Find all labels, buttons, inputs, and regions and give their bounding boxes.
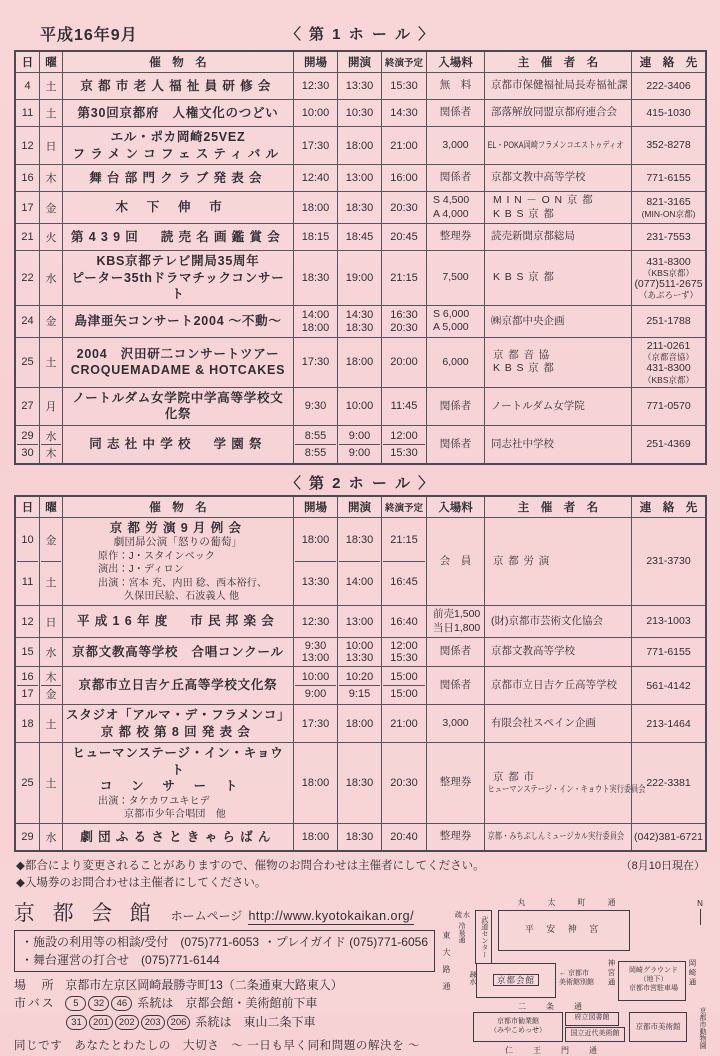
cell-dow: 金 土	[39, 518, 62, 605]
map-prefectural-library: 府立図書館	[565, 1012, 619, 1026]
cell-fee: 3,000	[426, 705, 484, 742]
table-row	[16, 387, 705, 425]
column-header: 曜	[39, 52, 62, 72]
cell-time: 12:30	[293, 606, 337, 637]
cell-contact: (042)381-6721	[631, 824, 705, 850]
bus-route-badge: 5	[65, 996, 86, 1011]
cell-contact: 213-1464	[631, 705, 705, 742]
table-row	[16, 191, 705, 223]
cell-organizer: 読売新聞京都総局	[484, 224, 631, 250]
column-header: 日	[21, 57, 34, 69]
map-label-sosui-left: 疎水	[469, 970, 476, 985]
column-header: 終演予定	[381, 52, 426, 72]
cell-event: 島津亜矢コンサート2004 ～不動～	[62, 306, 293, 337]
cell-organizer: MIN－ON京都 KBS京都	[484, 192, 631, 223]
cell-time: 14:00 18:00	[293, 306, 337, 337]
phone-playguide: ・プレイガイド (075)771-6056	[263, 934, 428, 949]
cell-dow: 土	[39, 338, 62, 387]
cell-contact: 222-3381	[631, 743, 705, 823]
cell-time: 12:30	[293, 73, 337, 99]
column-header: 開演	[337, 497, 381, 517]
cell-organizer: 部落解放同盟京都府連合会	[484, 100, 631, 126]
cell-time: 20:45	[381, 224, 426, 250]
bus-route-text-1: 系統は 京都会館・美術館前下車	[137, 996, 318, 1011]
cell-dow: 水 木	[39, 426, 62, 463]
cell-dow: 水	[39, 824, 62, 850]
cell-organizer: ノートルダム女学院	[484, 388, 631, 425]
cell-organizer: 京都市立日吉ケ丘高等学校	[484, 667, 631, 704]
cell-day: 18	[21, 717, 34, 730]
cell-fee: 整理券	[426, 824, 484, 850]
cell-dow: 水	[39, 638, 62, 666]
cell-dow: 木	[39, 165, 62, 191]
as-of-date: （8月10日現在）	[620, 860, 705, 873]
cell-time: 16:40	[381, 606, 426, 637]
hall1-titlebar	[14, 22, 707, 47]
cell-day: 29	[21, 831, 34, 844]
phone-reception: ・施設の利用等の相談/受付 (075)771-6053	[21, 934, 260, 949]
column-header: 曜	[39, 497, 62, 517]
cell-fee: S 6,000 A 5,000	[426, 306, 484, 337]
street-nijo: 二 条 通	[518, 1001, 588, 1011]
cell-event: 京都市老人福祉員研修会	[62, 73, 293, 99]
cell-contact: 231-3730	[631, 518, 705, 605]
column-header: 終演予定	[381, 497, 426, 517]
cell-organizer: 京都市 ヒューマンステージ・イン・キョウト実行委員会	[484, 743, 631, 823]
cell-time: 10:00 13:30	[337, 638, 381, 666]
cell-event: 第439回 読売名画鑑賞会	[62, 224, 293, 250]
cell-day: 11	[21, 107, 34, 119]
cell-event: 2004 沢田研二コンサートツアー CROQUEMADAME & HOTCAKES	[62, 338, 293, 387]
cell-contact: 251-1788	[631, 306, 705, 337]
cell-time: 16:30 20:30	[381, 306, 426, 337]
cell-time: 15:00 15:00	[381, 667, 426, 704]
column-header: 催 物 名	[62, 497, 293, 517]
map-modern-art-museum: 国立近代美術館	[565, 1027, 625, 1042]
cell-contact: 561-4142	[631, 667, 705, 704]
cell-time: 20:30	[381, 743, 426, 823]
hall2-title: 〈 第 2 ホ ー ル 〉	[285, 474, 436, 492]
table-header-row	[16, 52, 705, 72]
cell-organizer: KBS京都	[484, 251, 631, 305]
cell-time: 21:15 16:45	[381, 518, 426, 605]
cell-day: 15	[21, 646, 34, 659]
bus-route-badge: 32	[88, 996, 109, 1011]
cell-organizer: 京都市保健福祉局長寿福祉課	[484, 73, 631, 99]
cell-event: 劇団ふるさときゃらばん	[62, 824, 293, 850]
cell-time: 11:45	[381, 388, 426, 425]
cell-contact: 231-7553	[631, 224, 705, 250]
column-header: 日	[21, 501, 34, 514]
hall2-titlebar	[14, 472, 707, 493]
map-heian-shrine: 平 安 神 宮	[498, 910, 630, 951]
cell-fee: 関係者	[426, 667, 484, 704]
cell-time: 12:00 15:30	[381, 638, 426, 666]
cell-event: ノートルダム女学院中学高等学校文化祭	[62, 388, 293, 425]
bus-route-badge: 202	[115, 1015, 139, 1030]
table-row	[16, 605, 705, 637]
cell-fee: 前売1,500 当日1,800	[426, 606, 484, 637]
cell-time: 12:00 15:30	[381, 426, 426, 463]
table-row	[16, 637, 705, 666]
hall1-title: 〈 第 1 ホ ー ル 〉	[285, 26, 436, 43]
cell-organizer: 京都労演	[484, 518, 631, 605]
table-row	[16, 72, 705, 99]
cell-day: 12	[21, 139, 34, 152]
bus-route-badge: 46	[111, 996, 132, 1011]
cell-dow: 日	[39, 127, 62, 164]
cell-time: 15:30	[381, 73, 426, 99]
cell-time: 20:00	[381, 338, 426, 387]
cell-time: 10:20 9:15	[337, 667, 381, 704]
cell-time: 19:00	[337, 251, 381, 305]
cell-day: 25	[21, 777, 34, 790]
bus-route-badge: 206	[167, 1015, 191, 1030]
venue-details	[14, 897, 441, 1055]
cell-fee: S 4,500 A 4,000	[426, 192, 484, 223]
column-header: 入場料	[426, 497, 484, 517]
column-header: 入場料	[426, 52, 484, 72]
cell-time: 18:30 14:00	[337, 518, 381, 605]
cell-time: 18:00	[293, 192, 337, 223]
table-row	[16, 126, 705, 164]
cell-time: 12:40	[293, 165, 337, 191]
table-row	[16, 517, 705, 605]
cell-event: 京都市立日吉ケ丘高等学校文化祭	[62, 667, 293, 704]
cell-fee: 7,500	[426, 251, 484, 305]
cell-time: 17:30	[293, 705, 337, 742]
cell-time: 18:30	[337, 824, 381, 850]
cell-time: 14:30 18:30	[337, 306, 381, 337]
table-row	[16, 666, 705, 704]
table-row	[16, 305, 705, 337]
cell-time: 18:00	[337, 338, 381, 387]
cell-contact: 771-6155	[631, 165, 705, 191]
table-row	[16, 223, 705, 250]
bus-route-badges-2	[66, 1015, 190, 1030]
cell-dow: 水	[39, 251, 62, 305]
cell-event: 京都労演9月例会 劇団昴公演「怒りの葡萄」 原作：J・スタインベック 演出：J・ディロン 出演：宮本 充、内田 稔、西本裕行、 久保田民絵、石波義人 他	[62, 518, 293, 605]
table-row	[16, 823, 705, 850]
table-row	[16, 425, 705, 463]
cell-time: 18:45	[337, 224, 381, 250]
cell-time: 18:00	[293, 743, 337, 823]
cell-time: 20:40	[381, 824, 426, 850]
cell-time: 10:30	[337, 100, 381, 126]
cell-day: 29 30	[16, 426, 39, 463]
cell-time: 18:00 13:30	[293, 518, 337, 605]
cell-fee: 無 料	[426, 73, 484, 99]
street-marutamachi: 丸 太 町 通	[517, 897, 623, 907]
cell-dow: 土	[39, 743, 62, 823]
cell-dow: 金	[39, 306, 62, 337]
table-header-row	[16, 497, 705, 517]
cell-dow: 土	[39, 73, 62, 99]
cell-time: 20:30	[381, 192, 426, 223]
cell-day: 4	[24, 80, 31, 92]
bus-route-badges-1	[65, 996, 132, 1011]
map-kyoto-kaikan: 京都会館	[476, 963, 556, 998]
cell-time: 10:00 9:00	[293, 667, 337, 704]
cell-day: 12	[21, 615, 34, 628]
cell-fee: 6,000	[426, 338, 484, 387]
cell-day: 16	[21, 172, 34, 184]
cell-dow: 日	[39, 606, 62, 637]
area-map	[441, 897, 707, 1055]
cell-time: 18:30	[337, 192, 381, 223]
cell-fee: 整理券	[426, 743, 484, 823]
cell-time: 21:00	[381, 127, 426, 164]
column-header: 主 催 者 名	[484, 497, 631, 517]
cell-day: 10 11	[16, 518, 39, 605]
cell-fee: 関係者	[426, 388, 484, 425]
homepage-url: http://www.kyotokaikan.org/	[248, 908, 415, 923]
cell-time: 13:00	[337, 606, 381, 637]
left-arrow-icon: ←	[559, 969, 566, 977]
cell-event: 第30回京都府 人権文化のつどい	[62, 100, 293, 126]
column-header: 開場	[293, 497, 337, 517]
cell-day: 27	[21, 400, 34, 413]
cell-contact: 821-3165 (MIN-ON京都)	[631, 192, 705, 223]
cell-time: 18:30	[293, 251, 337, 305]
cell-event: 木下伸市	[62, 192, 293, 223]
cell-time: 16:00	[381, 165, 426, 191]
hall2-schedule-table	[14, 495, 707, 852]
street-higashioji: 東大路通	[442, 930, 451, 999]
cell-event: エル・ポカ岡崎25VEZ フラメンコフェスティバル	[62, 127, 293, 164]
cell-time: 18:00	[293, 824, 337, 850]
map-label-sosui-top: 疏水	[455, 911, 471, 919]
north-compass-icon: N	[695, 899, 705, 925]
cell-organizer: (財)京都市芸術文化協会	[484, 606, 631, 637]
cell-time: 13:00	[337, 165, 381, 191]
cell-organizer: EL・POKA岡崎フラメンコエストゥディオ	[484, 127, 631, 164]
cell-day: 22	[21, 272, 34, 285]
cell-event: ヒューマンステージ・イン・キョウト コンサート 出演：タケカワユキヒデ 京都市少年合唱団 他	[62, 743, 293, 823]
table-row	[16, 250, 705, 305]
cell-time: 14:30	[381, 100, 426, 126]
map-budo-center: 武道センター	[475, 910, 492, 964]
cell-fee: 関係者	[426, 426, 484, 463]
cell-fee: 整理券	[426, 224, 484, 250]
cell-fee: 関係者	[426, 165, 484, 191]
bus-label: 市バス	[14, 996, 56, 1011]
map-city-art-museum: 京都市美術館	[629, 1012, 687, 1042]
cell-day: 25	[21, 356, 34, 369]
cell-contact: 415-1030	[631, 100, 705, 126]
cell-time: 21:00	[381, 705, 426, 742]
hall1-schedule-table	[14, 50, 707, 465]
cell-fee: 3,000	[426, 127, 484, 164]
column-header: 主 催 者 名	[484, 52, 631, 72]
map-kangyokan: 京都市勧業館 （みやこめっせ）	[473, 1012, 563, 1042]
street-okazaki: 岡崎通	[688, 958, 697, 988]
cell-time: 8:55 8:55	[293, 426, 337, 463]
column-header: 催 物 名	[62, 52, 293, 72]
column-header: 開演	[337, 52, 381, 72]
cell-time: 18:15	[293, 224, 337, 250]
map-museum-annex: ← 京都市 美術館別館	[559, 969, 594, 986]
cell-dow: 火	[39, 224, 62, 250]
location-address: 京都市左京区岡崎最勝寺町13（二条通東大路東入）	[65, 977, 343, 992]
street-niomon: 仁 王 門 通	[505, 1045, 603, 1055]
cell-organizer: 京都・みちぶしんミュージカル実行委員会	[484, 824, 631, 850]
cell-time: 21:15	[381, 251, 426, 305]
column-header: 連 絡 先	[631, 52, 705, 72]
cell-contact: 771-6155	[631, 638, 705, 666]
cell-time: 18:00	[337, 127, 381, 164]
cell-time: 18:00	[337, 705, 381, 742]
bus-route-badge: 201	[89, 1015, 113, 1030]
table-row	[16, 164, 705, 191]
street-jingu: 神宮通	[607, 958, 616, 988]
cell-time: 17:30	[293, 127, 337, 164]
cell-event: 京都文教高等学校 合唱コンクール	[62, 638, 293, 666]
cell-contact: 222-3406	[631, 73, 705, 99]
cell-event: 平成16年度 市民邦楽会	[62, 606, 293, 637]
cell-time: 10:00	[293, 100, 337, 126]
street-reisen: 冷泉通	[458, 921, 465, 943]
period-label: 平成16年9月	[40, 27, 138, 44]
table-row	[16, 99, 705, 126]
cell-event: KBS京都テレビ開局35周年 ピーター35thドラマチックコンサート	[62, 251, 293, 305]
note-change-disclaimer: ◆都合により変更されることがありますので、催物のお問合わせは主催者にしてください。	[16, 860, 485, 873]
cell-dow: 金	[39, 192, 62, 223]
note-ticket-inquiry: ◆入場券のお問合わせは主催者にしてください。	[16, 877, 267, 890]
cell-time: 13:30	[337, 73, 381, 99]
cell-time: 17:30	[293, 338, 337, 387]
phone-stage-meeting: ・舞台運営の打合せ (075)771-6144	[21, 952, 220, 967]
map-okazaki-ground: 岡崎グラウンド （地下） 京都市営駐車場	[618, 961, 686, 1001]
cell-event: 舞台部門クラブ発表会	[62, 165, 293, 191]
bus-route-badge: 203	[141, 1015, 165, 1030]
cell-contact: 213-1003	[631, 606, 705, 637]
bus-route-text-2: 系統は 東山二条下車	[195, 1014, 316, 1029]
homepage-label: ホームページ	[170, 908, 243, 923]
cell-contact: 771-0570	[631, 388, 705, 425]
location-label: 場 所	[14, 977, 56, 992]
table-row	[16, 704, 705, 742]
phone-box	[14, 930, 435, 972]
footnotes	[16, 858, 705, 893]
cell-dow: 土	[39, 100, 62, 126]
cell-time: 9:30	[293, 388, 337, 425]
cell-organizer: ㈱京都中央企画	[484, 306, 631, 337]
cell-fee: 関係者	[426, 638, 484, 666]
cell-dow: 月	[39, 388, 62, 425]
cell-event: 同志社中学校 学園祭	[62, 426, 293, 463]
cell-time: 10:00	[337, 388, 381, 425]
column-header: 連 絡 先	[631, 497, 705, 517]
cell-day: 16 17	[16, 667, 39, 704]
cell-organizer: 同志社中学校	[484, 426, 631, 463]
cell-event: スタジオ「アルマ・デ・フラメンコ」 京都校第8回発表会	[62, 705, 293, 742]
cell-contact: 352-8278	[631, 127, 705, 164]
cell-day: 24	[21, 315, 34, 328]
cell-time: 9:30 13:00	[293, 638, 337, 666]
venue-info-section	[14, 897, 707, 1055]
column-header: 開場	[293, 52, 337, 72]
dowa-slogan: 同じです あなたとわたしの 大切さ ～ 一日も早く同和問題の解決を ～	[14, 1040, 421, 1053]
venue-name: 京 都 会 館	[14, 901, 157, 925]
cell-organizer: 有限会社スペイン企画	[484, 705, 631, 742]
cell-fee: 会 員	[426, 518, 484, 605]
cell-contact: 211-0261 （京都音協） 431-8300 （KBS京都）	[631, 338, 705, 387]
cell-organizer: 京都文教高等学校	[484, 638, 631, 666]
table-row	[16, 337, 705, 387]
cell-day: 17	[21, 201, 34, 214]
cell-fee: 関係者	[426, 100, 484, 126]
cell-contact: 251-4369	[631, 426, 705, 463]
cell-organizer: 京都文教中高等学校	[484, 165, 631, 191]
cell-dow: 土	[39, 705, 62, 742]
cell-day: 21	[21, 231, 34, 244]
table-row	[16, 742, 705, 823]
cell-dow: 木 金	[39, 667, 62, 704]
bus-route-badge: 31	[66, 1015, 87, 1030]
cell-organizer: 京都音協 KBS京都	[484, 338, 631, 387]
cell-contact: 431-8300 （KBS京都） (077)511-2675 （あぶろーず）	[631, 251, 705, 305]
map-city-zoo: 京都市動物園	[699, 1006, 706, 1049]
cell-time: 9:00 9:00	[337, 426, 381, 463]
cell-time: 18:30	[337, 743, 381, 823]
